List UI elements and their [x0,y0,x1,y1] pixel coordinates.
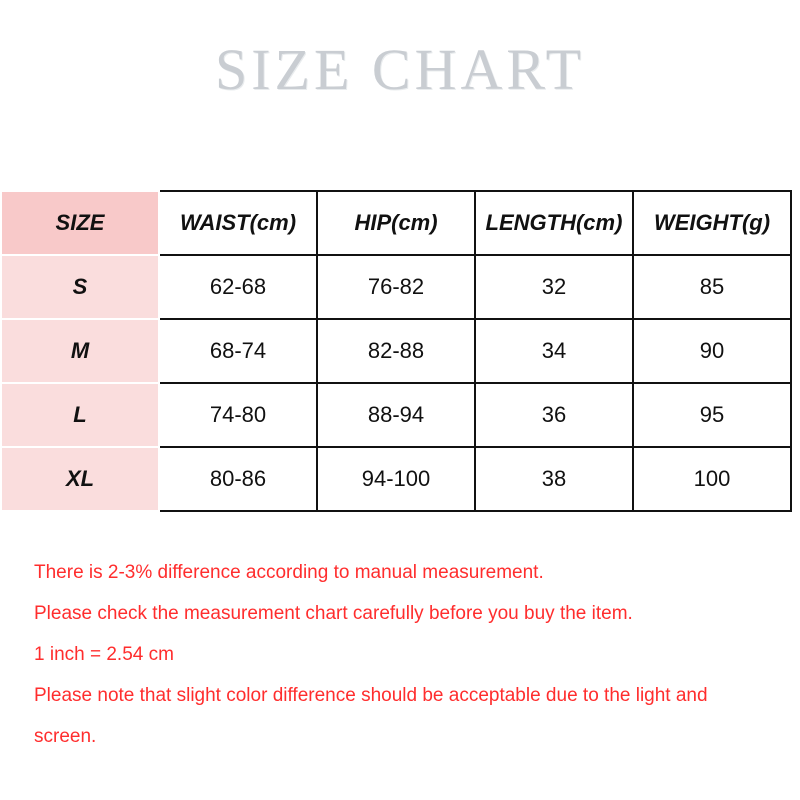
row-label: XL [1,447,159,511]
note-line: 1 inch = 2.54 cm [34,644,174,665]
table-header-cell: SIZE [1,191,159,255]
table-header-row [1,191,791,255]
notes-block [34,552,774,757]
size-table [0,190,792,512]
table-row [1,255,791,319]
table-cell: 36 [475,383,633,447]
table-cell: 38 [475,447,633,511]
note-line: Please check the measurement chart carefully before you buy the item. [34,603,633,624]
table-cell: 100 [633,447,791,511]
table-header-cell: WEIGHT(g) [633,191,791,255]
row-label: L [1,383,159,447]
row-label: S [1,255,159,319]
size-table-container [0,190,790,512]
table-cell: 68-74 [159,319,317,383]
note-line: Please note that slight color difference should be acceptable due to the light and screen. [34,685,708,747]
table-header-cell: LENGTH(cm) [475,191,633,255]
table-cell: 80-86 [159,447,317,511]
table-cell: 76-82 [317,255,475,319]
table-header-cell: HIP(cm) [317,191,475,255]
note-line: There is 2-3% difference according to manual measurement. [34,562,544,583]
table-cell: 90 [633,319,791,383]
table-row [1,319,791,383]
table-cell: 95 [633,383,791,447]
table-row [1,383,791,447]
table-header-cell: WAIST(cm) [159,191,317,255]
table-cell: 88-94 [317,383,475,447]
table-cell: 32 [475,255,633,319]
table-cell: 62-68 [159,255,317,319]
table-cell: 85 [633,255,791,319]
table-cell: 34 [475,319,633,383]
table-cell: 74-80 [159,383,317,447]
table-cell: 94-100 [317,447,475,511]
row-label: M [1,319,159,383]
table-row [1,447,791,511]
page-title: SIZE CHART [214,37,586,102]
table-cell: 82-88 [317,319,475,383]
